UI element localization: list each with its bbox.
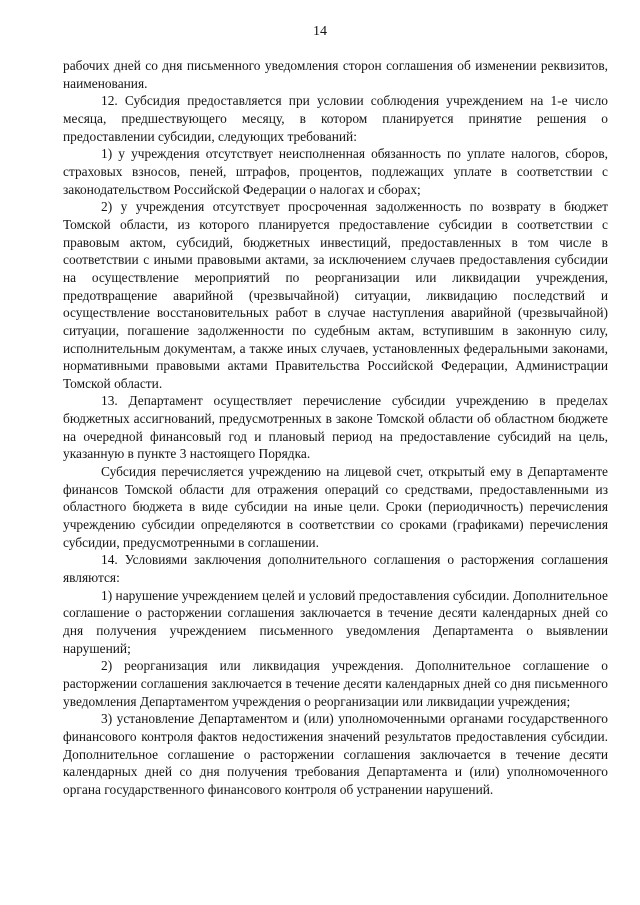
paragraph-clause-12-item-2: 2) у учреждения отсутствует просроченная задолженность по возврату в бюджет Томской области, из которого планируется предоставление субсидии в соответствии с правовым актом, субсидий, бюджетных инвестиций, предоставленных в том числе в соответствии с иными правовыми актами, за исключением случаев предоставления субсидии на осуществление мероприятий по реорганизации или ликвидации учреждения, предотвращение аварийной (чрезвычайной) ситуации, ликвидацию последствий и осуществление восстановительных работ в случае наступления аварийной (чрезвычайной) ситуации, погашение задолженности по судебным актам, вступившим в законную силу, исполнительным документам, а также иных случаев, установленных федеральными законами, нормативными правовыми актами Правительства Российской Федерации, Администрации Томской области.: [63, 199, 608, 391]
paragraph-clause-12-item-1: 1) у учреждения отсутствует неисполненная обязанность по уплате налогов, сборов, страховых взносов, пеней, штрафов, процентов, подлежащих уплате в соответствии с законодательством Российской Федерации о налогах и сборах;: [63, 146, 608, 197]
paragraph-clause-12: 12. Субсидия предоставляется при условии соблюдения учреждением на 1-е число месяца, предшествующего месяцу, в котором планируется принятие решения о предоставлении субсидии, следующих требований:: [63, 93, 608, 144]
paragraph-clause-14-item-3: 3) установление Департаментом и (или) уполномоченными органами государственного финансового контроля фактов недостижения значений результатов предоставления субсидии. Дополнительное соглашение о расторжении соглашения заключается в течение десяти календарных дней со дня получения требования Департамента и (или) уполномоченного органа государственного финансового контроля об устранении нарушений.: [63, 711, 608, 797]
paragraph-clause-13-transfer: Субсидия перечисляется учреждению на лицевой счет, открытый ему в Департаменте финансов Томской области для отражения операций со средствами, предоставленными из областного бюджета в виде субсидии на иные цели. Сроки (периодичность) перечисления учреждению субсидии определяются в соответствии со сроками (графиками) перечисления субсидии, предусмотренными в соглашении.: [63, 464, 608, 550]
paragraph-clause-14-item-1: 1) нарушение учреждением целей и условий предоставления субсидии. Дополнительное соглашение о расторжении соглашения заключается в течение десяти календарных дней со дня получения учреждением письменного уведомления Департамента о выявлении нарушений;: [63, 587, 608, 656]
paragraph-clause-14-item-2: 2) реорганизация или ликвидация учреждения. Дополнительное соглашение о расторжении соглашения заключается в течение десяти календарных дней со дня письменного уведомления Департаментом учреждения о реорганизации или ликвидации учреждения;: [63, 658, 608, 709]
document-body: [63, 57, 608, 799]
paragraph-clause-14: 14. Условиями заключения дополнительного соглашения о расторжения соглашения являются:: [63, 552, 608, 586]
paragraph-continuation: рабочих дней со дня письменного уведомления сторон соглашения об изменении реквизитов, наименования.: [63, 58, 608, 91]
page-number: 14: [313, 24, 327, 39]
paragraph-clause-13: 13. Департамент осуществляет перечисление субсидии учреждению в пределах бюджетных ассигнований, предусмотренных в законе Томской области об областном бюджете на очередной финансовый год и плановый период на предоставление субсидий на цель, указанную в пункте 3 настоящего Порядка.: [63, 393, 608, 462]
